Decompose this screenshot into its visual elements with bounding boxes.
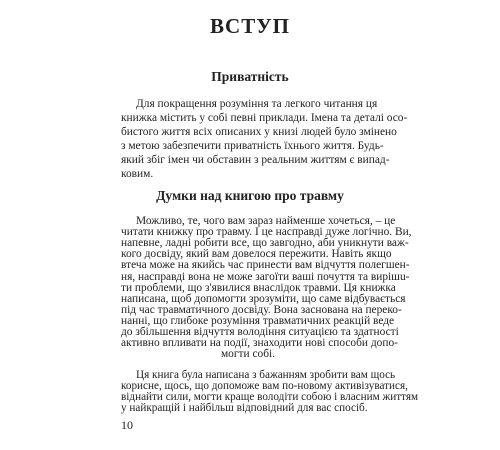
section-heading-privacy: Приватність [211,69,289,84]
page-title: ВСТУП [210,14,290,38]
text-line: могти собі. [220,348,276,361]
text-line: кого досвіду, який вам довелося пережити. Навіть якщо [121,248,392,261]
text-line: Для покращення розуміння та легкого читання ця [136,98,378,110]
text-line: Ця книга була написана з бажанням зробити вам щось [136,368,396,381]
text-line: ковим. [121,168,154,180]
text-line: який збіг імен чи обставин з реальним життям є випад- [121,154,390,166]
text-line: ня, насправді вона не може загоїти ваші почуття та вирішu- [121,270,410,283]
text-line: читати книжку про травму. І це насправді дуже логічно. Ви, [121,226,412,239]
page-number: 10 [121,418,133,432]
text-line: книжка містить у собі певні приклади. Імена та деталі осо- [121,112,408,124]
text-line: активно впливати на події, знаходити нові способи допо- [121,337,398,350]
text-line: ти проблеми, що з'явилися внаслідок травми. Ця книжка [121,281,396,294]
text-line: до збільшення відчуття володіння ситуацією та здатності [121,326,399,339]
section-heading-trauma: Думки над книгою про травму [156,188,344,203]
text-line: корисне, щось, що допоможе вам по-новому активізуватися, [121,379,408,392]
text-line: з метою забезпечити приватність їхнього життя. Будь- [121,140,384,152]
text-line: віднайти сили, могти краще володіти собою і власним життям [121,390,419,403]
text-line: написана, щоб допомогти зрозуміти, що саме відбувається [121,292,406,305]
text-line: бистого життя всіх описаних у книзі людей було змінено [121,126,397,138]
text-line: під час травматичного досвіду. Вона заснована на переко- [121,303,402,316]
text-line: нанні, що глибоке розуміння травматичних реакцій веде [121,315,395,328]
text-line: у найкращій і найбільш відповідний для вас спосіб. [121,401,368,414]
text-line: втеча може на якийсь час принести вам відчуття полегшен- [121,259,410,272]
text-line: Можливо, те, чого вам зараз найменше хочеться, – це [136,215,396,227]
text-line: напевне, ладні робити все, що завгодно, аби уникнути важ- [121,237,409,250]
